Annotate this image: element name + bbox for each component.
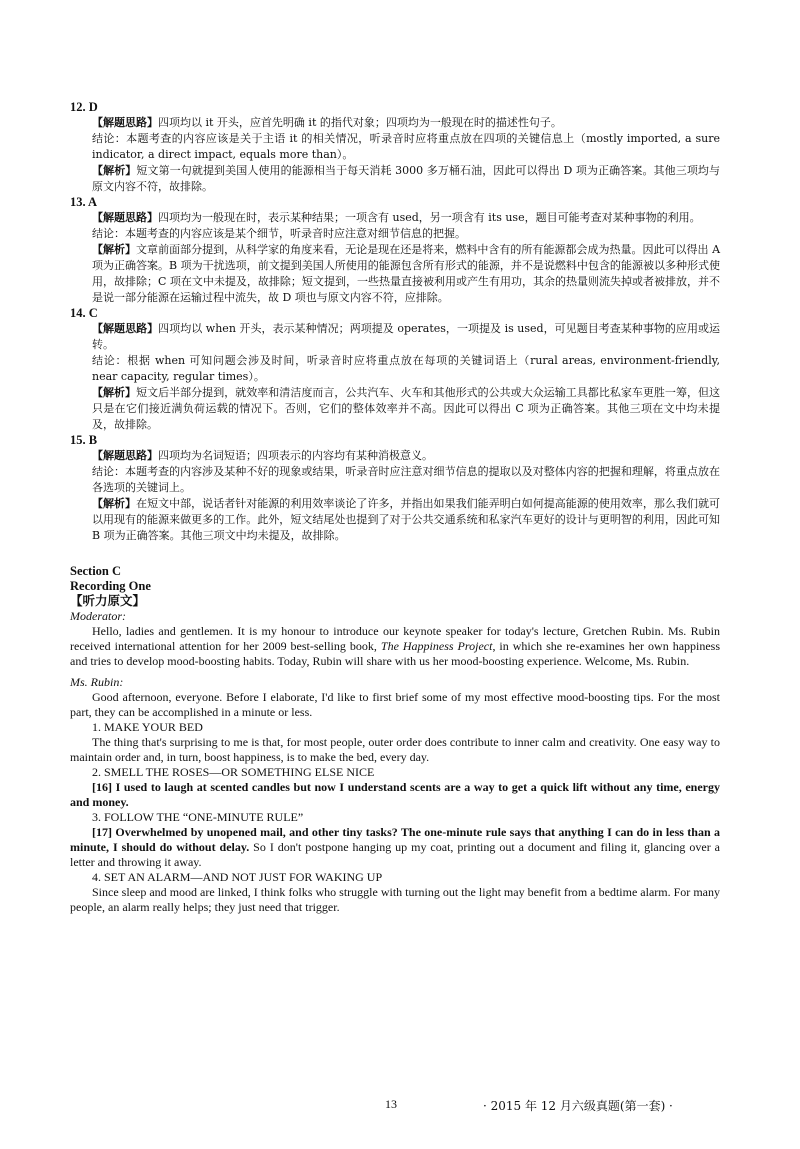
question-number: 14. C [70,306,98,320]
question-number: 15. B [70,433,98,447]
conclusion: 结论：本题考查的内容应该是关于主语 it 的相关情况，听录音时应将重点放在四项的关键信息上（mostly imported, a sure indicator, a direct impact, equals more than）。 [92,132,720,161]
tip-2-text [70,780,720,810]
section-title: Section C [70,564,122,578]
analysis-tag: 【解析】 [92,164,137,177]
tip-3-text [70,825,720,870]
transcript-heading: 【听力原文】 [70,594,146,608]
tip-3-bold: Overwhelmed by unopened mail, and other tiny tasks? The one-minute rule says that anything I can do in less than a minute, I should do without delay. [70,825,720,854]
solution-text: 四项均为一般现在时，表示某种结果；一项含有 used，另一项含有 its use，题目可能考查对某种事物的利用。 [158,211,701,224]
tip-2-body: I used to laugh at scented candles but now I understand scents are a way to get a quick lift without any time, energy and money. [70,780,720,809]
conclusion: 结论：根据 when 可知问题会涉及时间，听录音时应将重点放在每项的关键词语上（rural areas, environment-friendly, near capacity, regular times）。 [92,354,720,383]
solution-text: 四项均为名词短语；四项表示的内容均有某种消极意义。 [158,449,433,462]
conclusion: 结论：本题考查的内容涉及某种不好的现象或结果，听录音时应注意对细节信息的提取以及对整体内容的把握和理解，将重点放在各选项的关键词上。 [92,465,720,494]
solution-approach [92,448,720,464]
analysis [92,242,720,306]
rubin-label: Ms. Rubin: [70,675,124,689]
solution-text: 四项均以 it 开头，应首先明确 it 的指代对象；四项均为一般现在时的描述性句子。 [158,116,562,129]
footer-title: · 2015 年 12 月六级真题(第一套) · [483,1099,673,1113]
solution-tag: 【解题思路】 [92,211,158,224]
moderator-text-2: , in which she re-examines her own happiness and tries to develop mood-boosting habits. Today, Rubin will share with us her mood-boosting experience. Welcome, Ms. Rubin. [70,639,721,668]
solution-tag: 【解题思路】 [92,322,159,335]
analysis-text: 短文第一句就提到美国人使用的能源相当于每天消耗 3000 多万桶石油，因此可以得出 D 项为正确答案。其他三项均与原文内容不符，故排除。 [92,164,721,193]
conclusion: 结论：本题考查的内容应该是某个细节，听录音时应注意对细节信息的把握。 [92,227,466,240]
analysis [92,385,720,433]
analysis-text: 文章前面部分提到，从科学家的角度来看，无论是现在还是将来，燃料中含有的所有能源都会成为热量。因此可以得出 A 项为正确答案。B 项为干扰选项，前文提到美国人所使用的能源包含所有形式的能源，并不是说燃料中包含的能源被以多种形式使用，故排除；C 项在文中未提及，故排除；短文提到，一些热量直接被利用或产生有用功，其余的热量则流失掉或者被排放，并不是说一部分能源在运输过程中流失，故 D 项也与原文内容不符，应排除。 [92,243,721,304]
question-number: 13. A [70,195,98,209]
solution-approach [92,115,720,131]
analysis-text: 在短文中部，说话者针对能源的利用效率谈论了许多，并指出如果我们能弄明白如何提高能源的使用效率，那么我们就可以用现有的能源来做更多的工作。此外，短文结尾处也提到了对于公共交通系统和私家汽车更好的设计与更明智的利用，因此可知 B 项为正确答案。其他三项文中均未提及，故排除。 [92,497,721,542]
tip-1-title: 1. MAKE YOUR BED [92,720,203,734]
recording-title: Recording One [70,579,151,593]
analysis-tag: 【解析】 [92,497,137,510]
solution-tag: 【解题思路】 [92,449,158,462]
analysis-text: 短文后半部分提到，就效率和清洁度而言，公共汽车、火车和其他形式的公共或大众运输工具都比私家车更胜一筹，但这只是在它们接近满负荷运载的情况下。否则，它们的整体效率并不高。因此可以得出 C 项为正确答案。其他三项在文中均未提及，故排除。 [92,386,721,431]
question-number: 12. D [70,100,98,114]
tip-4-text: Since sleep and mood are linked, I think folks who struggle with turning out the light may benefit from a bedtime alarm. For many people, an alarm really helps; they just need that trigger. [70,885,720,914]
solution-approach [92,210,720,226]
tip-3-title: 3. FOLLOW THE “ONE-MINUTE RULE” [92,810,304,824]
page-number: 13 [385,1097,397,1111]
question-marker: [17] [92,825,112,839]
analysis [92,163,720,195]
moderator-label: Moderator: [70,609,126,623]
answer-explanations [70,100,720,915]
analysis [92,496,720,544]
analysis-tag: 【解析】 [92,386,137,399]
tip-2-title: 2. SMELL THE ROSES—OR SOMETHING ELSE NICE [92,765,375,779]
solution-text: 四项均以 when 开头，表示某种情况；两项提及 operates，一项提及 is used，可见题目考查某种事物的应用或运转。 [92,322,720,351]
moderator-speech [70,624,720,669]
solution-tag: 【解题思路】 [92,116,158,129]
book-title: The Happiness Project [380,639,493,653]
solution-approach [92,321,720,353]
tip-4-title: 4. SET AN ALARM—AND NOT JUST FOR WAKING UP [92,870,383,884]
moderator-text-1: Hello, ladies and gentlemen. It is my honour to introduce our keynote speaker for today's lecture, Gretchen Rubin. Ms. Rubin received international attention for her 2009 best-selling book, [70,624,720,653]
tip-1-text: The thing that's surprising to me is that, for most people, outer order does contribute to inner calm and creativity. One easy way to maintain order and, in turn, boost happiness, is to make the bed, every day. [70,735,720,764]
question-marker: [16] [92,780,112,794]
analysis-tag: 【解析】 [92,243,137,256]
tip-3-rest: So I don't postpone hanging up my coat, printing out a document and filing it, glancing over a letter and throwing it away. [70,840,720,869]
rubin-intro: Good afternoon, everyone. Before I elaborate, I'd like to first brief some of my most effective mood-boosting tips. For the most part, they can be accomplished in a minute or less. [70,690,720,719]
